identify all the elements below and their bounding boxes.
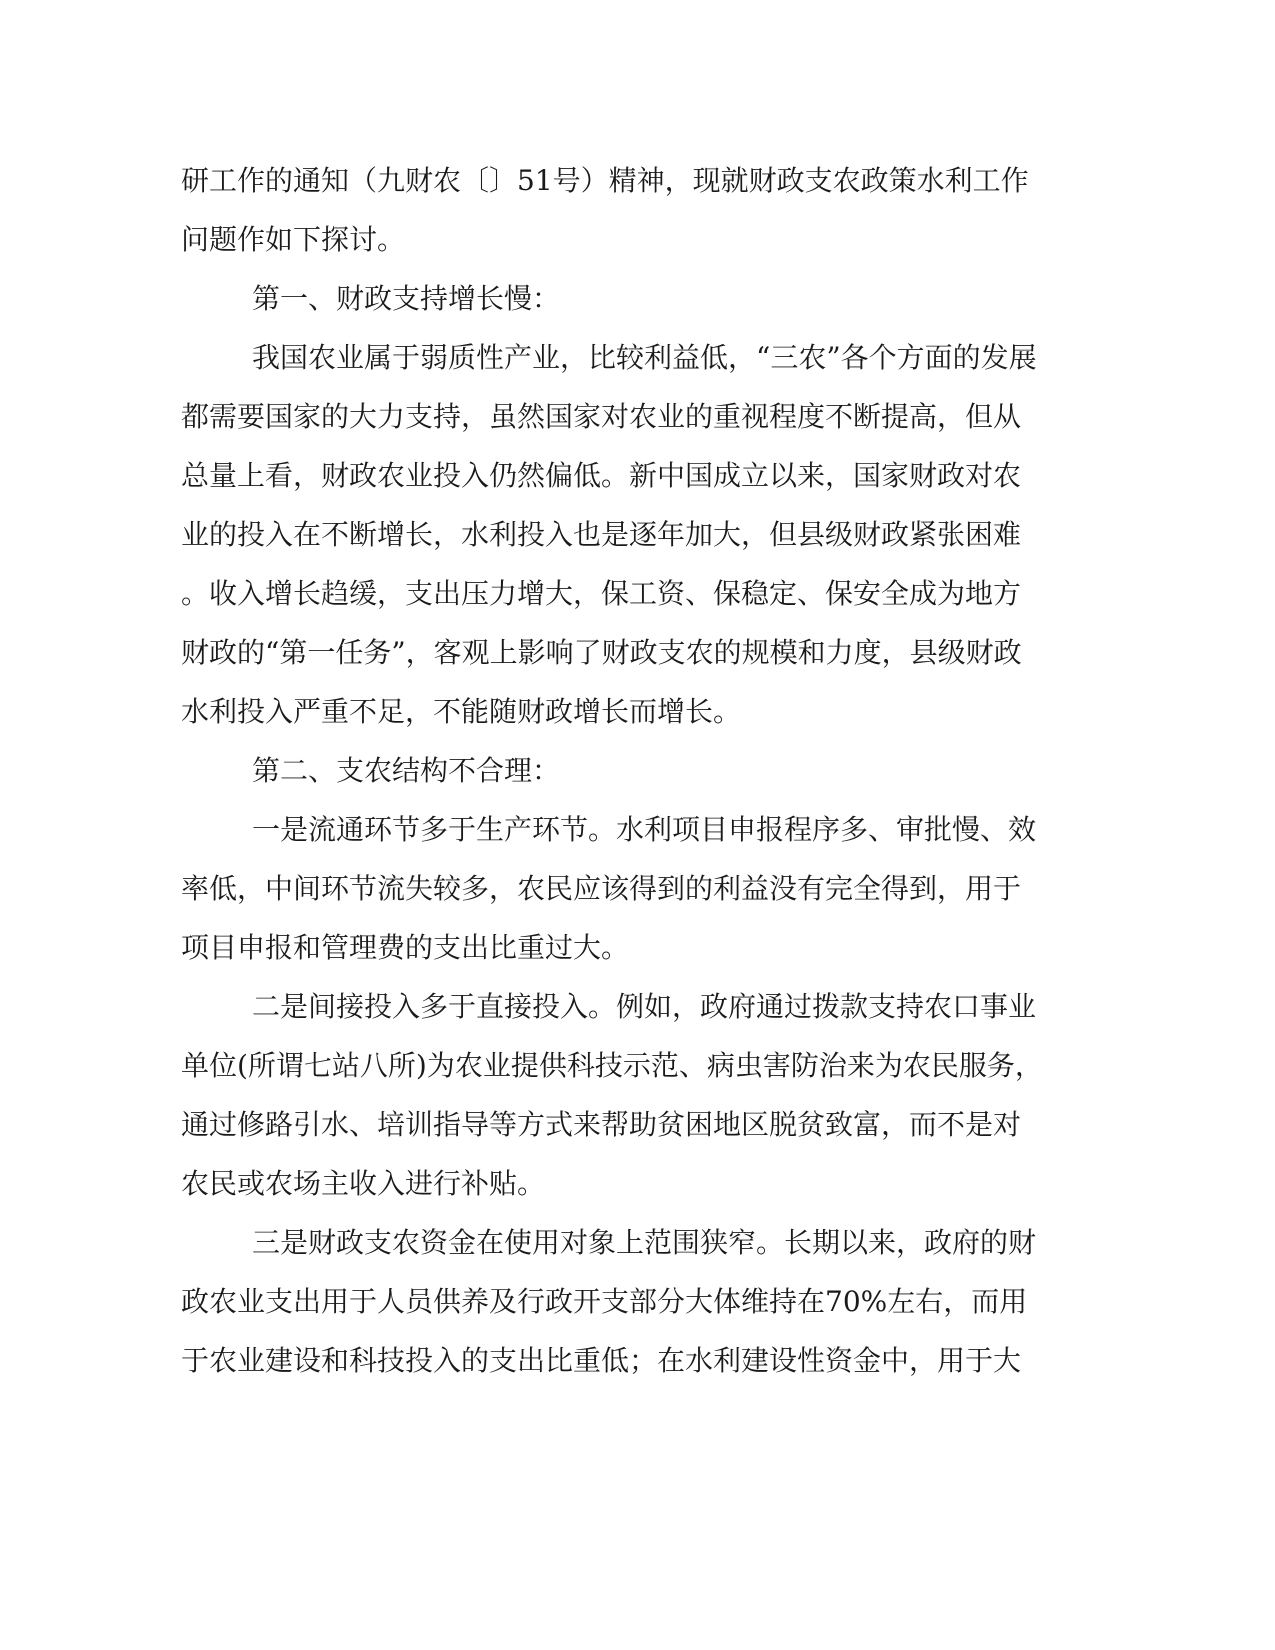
text-line: 。收入增长趋缓，支出压力增大，保工资、保稳定、保安全成为地方: [181, 577, 1022, 610]
text-line: 问题作如下探讨。: [181, 223, 406, 256]
text-line: 政农业支出用于人员供养及行政开支部分大体维持在70%左右，而用: [181, 1285, 1028, 1318]
text-line: 农民或农场主收入进行补贴。: [181, 1167, 546, 1200]
text-line: 一是流通环节多于生产环节。水利项目申报程序多、审批慢、效: [252, 813, 1037, 846]
section-heading: 第二、支农结构不合理：: [252, 754, 561, 787]
section-heading: 第一、财政支持增长慢：: [252, 282, 561, 315]
text-line: 项目申报和管理费的支出比重过大。: [181, 931, 630, 964]
text-line: 财政的“第一任务”，客观上影响了财政支农的规模和力度，县级财政: [181, 636, 1022, 669]
text-line: 单位(所谓七站八所)为农业提供科技示范、病虫害防治来为农民服务，: [181, 1049, 1043, 1082]
text-line: 我国农业属于弱质性产业，比较利益低，“三农”各个方面的发展: [252, 341, 1037, 374]
text-line: 总量上看，财政农业投入仍然偏低。新中国成立以来，国家财政对农: [181, 459, 1022, 492]
text-line: 通过修路引水、培训指导等方式来帮助贫困地区脱贫致富，而不是对: [181, 1108, 1022, 1141]
text-line: 率低，中间环节流失较多，农民应该得到的利益没有完全得到，用于: [181, 872, 1022, 905]
text-line: 业的投入在不断增长，水利投入也是逐年加大，但县级财政紧张困难: [181, 518, 1022, 551]
text-line: 二是间接投入多于直接投入。例如，政府通过拨款支持农口事业: [252, 990, 1037, 1023]
text-line: 研工作的通知（九财农〔〕51号）精神，现就财政支农政策水利工作: [181, 164, 1029, 197]
text-line: 水利投入严重不足，不能随财政增长而增长。: [181, 695, 742, 728]
text-line: 都需要国家的大力支持，虽然国家对农业的重视程度不断提高，但从: [181, 400, 1022, 433]
text-line: 于农业建设和科技投入的支出比重低；在水利建设性资金中，用于大: [181, 1344, 1022, 1377]
text-line: 三是财政支农资金在使用对象上范围狭窄。长期以来，政府的财: [252, 1226, 1037, 1259]
